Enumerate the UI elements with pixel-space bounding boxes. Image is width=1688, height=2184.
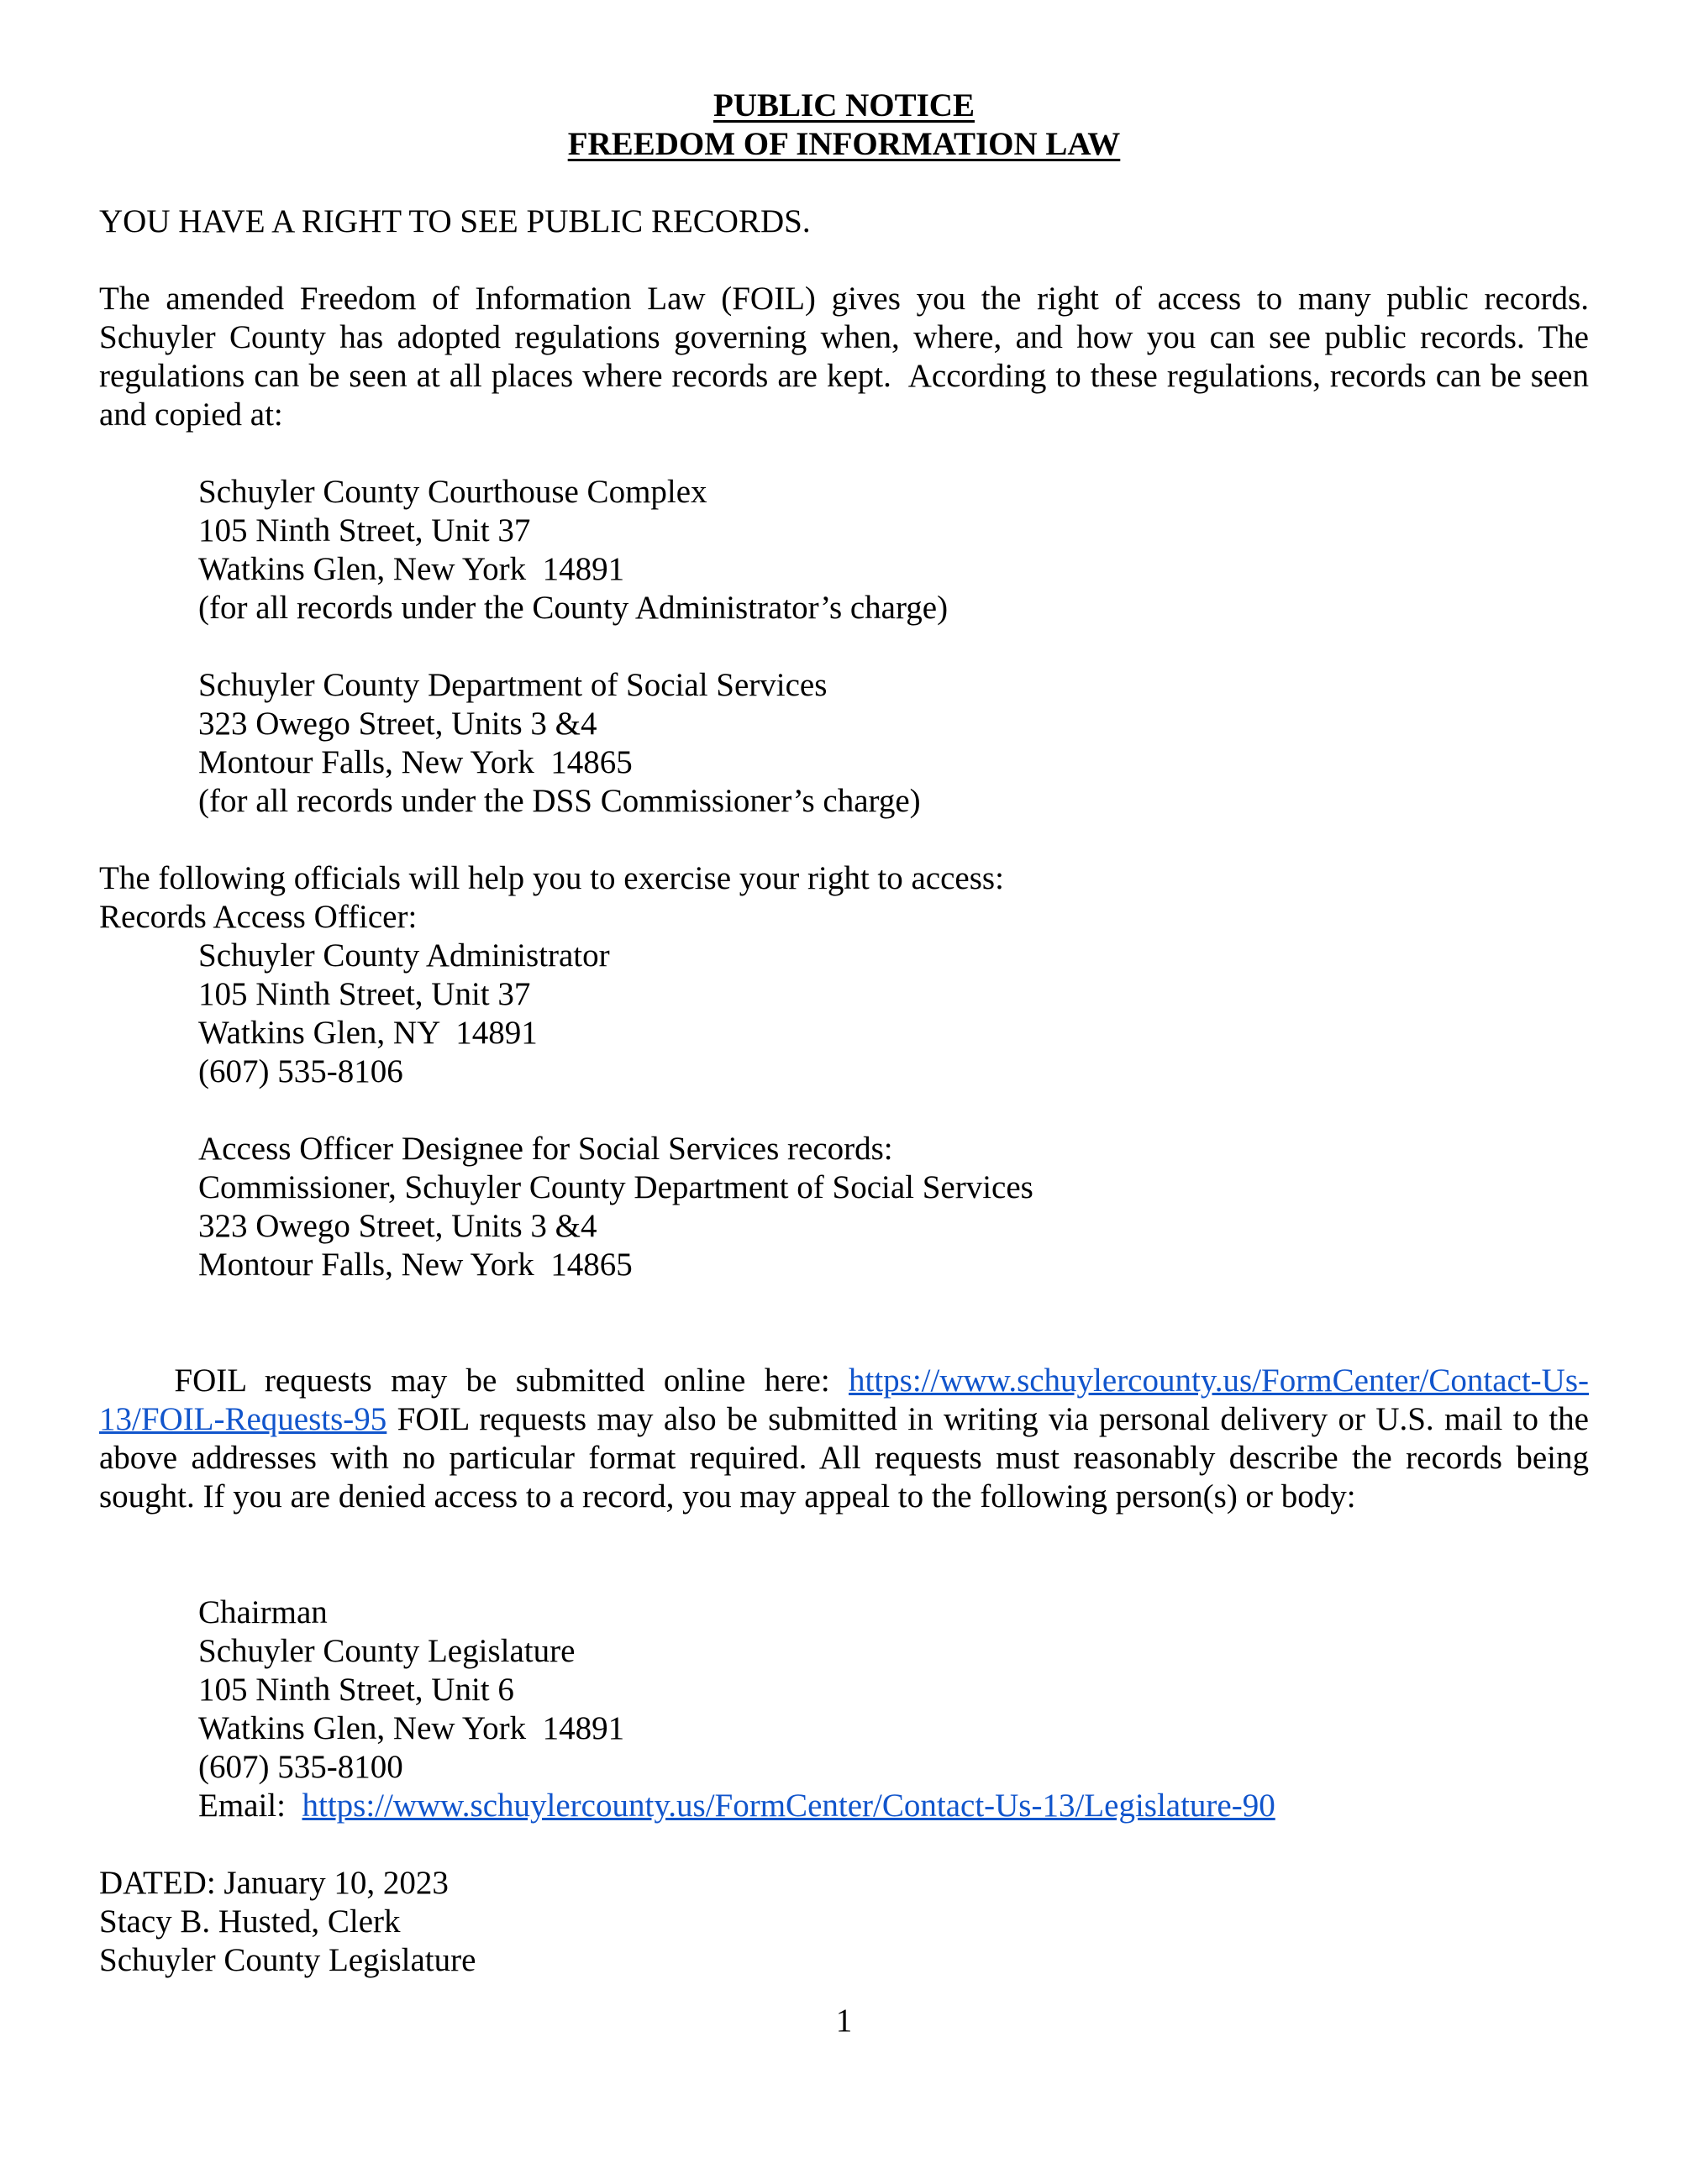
foil-paragraph-text-before: FOIL requests may be submitted online here: <box>174 1362 849 1399</box>
access-officer-designee-section: Access Officer Designee for Social Services records: Commissioner, Schuyler County Department of Social Services 323 Owego Street, Units 3 &4 Montour Falls, New York 14865 <box>99 1130 1589 1284</box>
legislature-name: Schuyler County Legislature <box>99 1942 476 1978</box>
records-access-officer-phone: (607) 535-8106 <box>198 1053 403 1089</box>
records-access-officer-section <box>99 859 1589 1091</box>
location-note: (for all records under the DSS Commissioner’s charge) <box>198 783 921 819</box>
appeal-contact-phone: (607) 535-8100 <box>198 1749 403 1785</box>
signature-block <box>99 1864 1589 1980</box>
foil-requests-link[interactable]: https://www.schuylercounty.us/FormCenter/Contact-Us-13/FOIL-Requests-95 <box>99 1362 1589 1437</box>
legislature-contact-link[interactable]: https://www.schuylercounty.us/FormCenter/Contact-Us-13/Legislature-90 <box>302 1788 1275 1824</box>
dated-line: DATED: January 10, 2023 <box>99 1865 449 1901</box>
rights-statement: YOU HAVE A RIGHT TO SEE PUBLIC RECORDS. <box>99 203 811 239</box>
location-address1: 323 Owego Street, Units 3 &4 <box>198 706 597 742</box>
records-access-officer-address: Schuyler County Administrator 105 Ninth Street, Unit 37 Watkins Glen, NY 14891 (607) 535-8106 <box>99 937 1589 1091</box>
appeal-contact-section: Chairman Schuyler County Legislature 105 Ninth Street, Unit 6 Watkins Glen, New York 14891 (607) 535-8100 Email: https://www.schuylercounty.us/FormCenter/Contact-Us-13/Legislature-90 <box>99 1593 1589 1825</box>
page-number: 1 <box>835 2003 853 2039</box>
location-address2: Montour Falls, New York 14865 <box>198 744 633 780</box>
appeal-contact-email-line <box>198 1787 1589 1825</box>
location-address2: Watkins Glen, New York 14891 <box>198 551 625 587</box>
record-location-social-services <box>99 666 1589 821</box>
clerk-name: Stacy B. Husted, Clerk <box>99 1903 401 1940</box>
title-line-foil: FREEDOM OF INFORMATION LAW <box>567 126 1121 162</box>
title-line-public-notice: PUBLIC NOTICE <box>713 87 975 123</box>
appeal-contact-title: Chairman <box>198 1594 328 1630</box>
location-note: (for all records under the County Administrator’s charge) <box>198 590 949 626</box>
document-title <box>99 87 1589 164</box>
records-access-officer-label: Records Access Officer: <box>99 899 418 935</box>
location-name: Schuyler County Courthouse Complex <box>198 474 707 510</box>
foil-submission-paragraph <box>99 1323 1597 1555</box>
location-name: Schuyler County Department of Social Services <box>198 667 828 703</box>
location-address1: 105 Ninth Street, Unit 37 <box>198 512 531 549</box>
record-location-courthouse <box>99 473 1589 627</box>
foil-paragraph-text-after: FOIL requests may also be submitted in writing via personal delivery or U.S. mail to the above addresses with no particular format required. All requests must reasonably describe the records being sought. If you are denied access to a record, you may appeal to the following person(s) or body: <box>99 1401 1597 1515</box>
designee-heading: Access Officer Designee for Social Services records: <box>198 1131 893 1167</box>
officials-intro: The following officials will help you to exercise your right to access: <box>99 860 1004 896</box>
email-label: Email: <box>198 1788 302 1824</box>
intro-paragraph: The amended Freedom of Information Law (FOIL) gives you the right of access to many public records. Schuyler County has adopted regulations governing when, where, and how you can see public records. The regulations can be seen at all places where records are kept. According to these regulations, records can be seen and copied at: <box>99 281 1597 433</box>
